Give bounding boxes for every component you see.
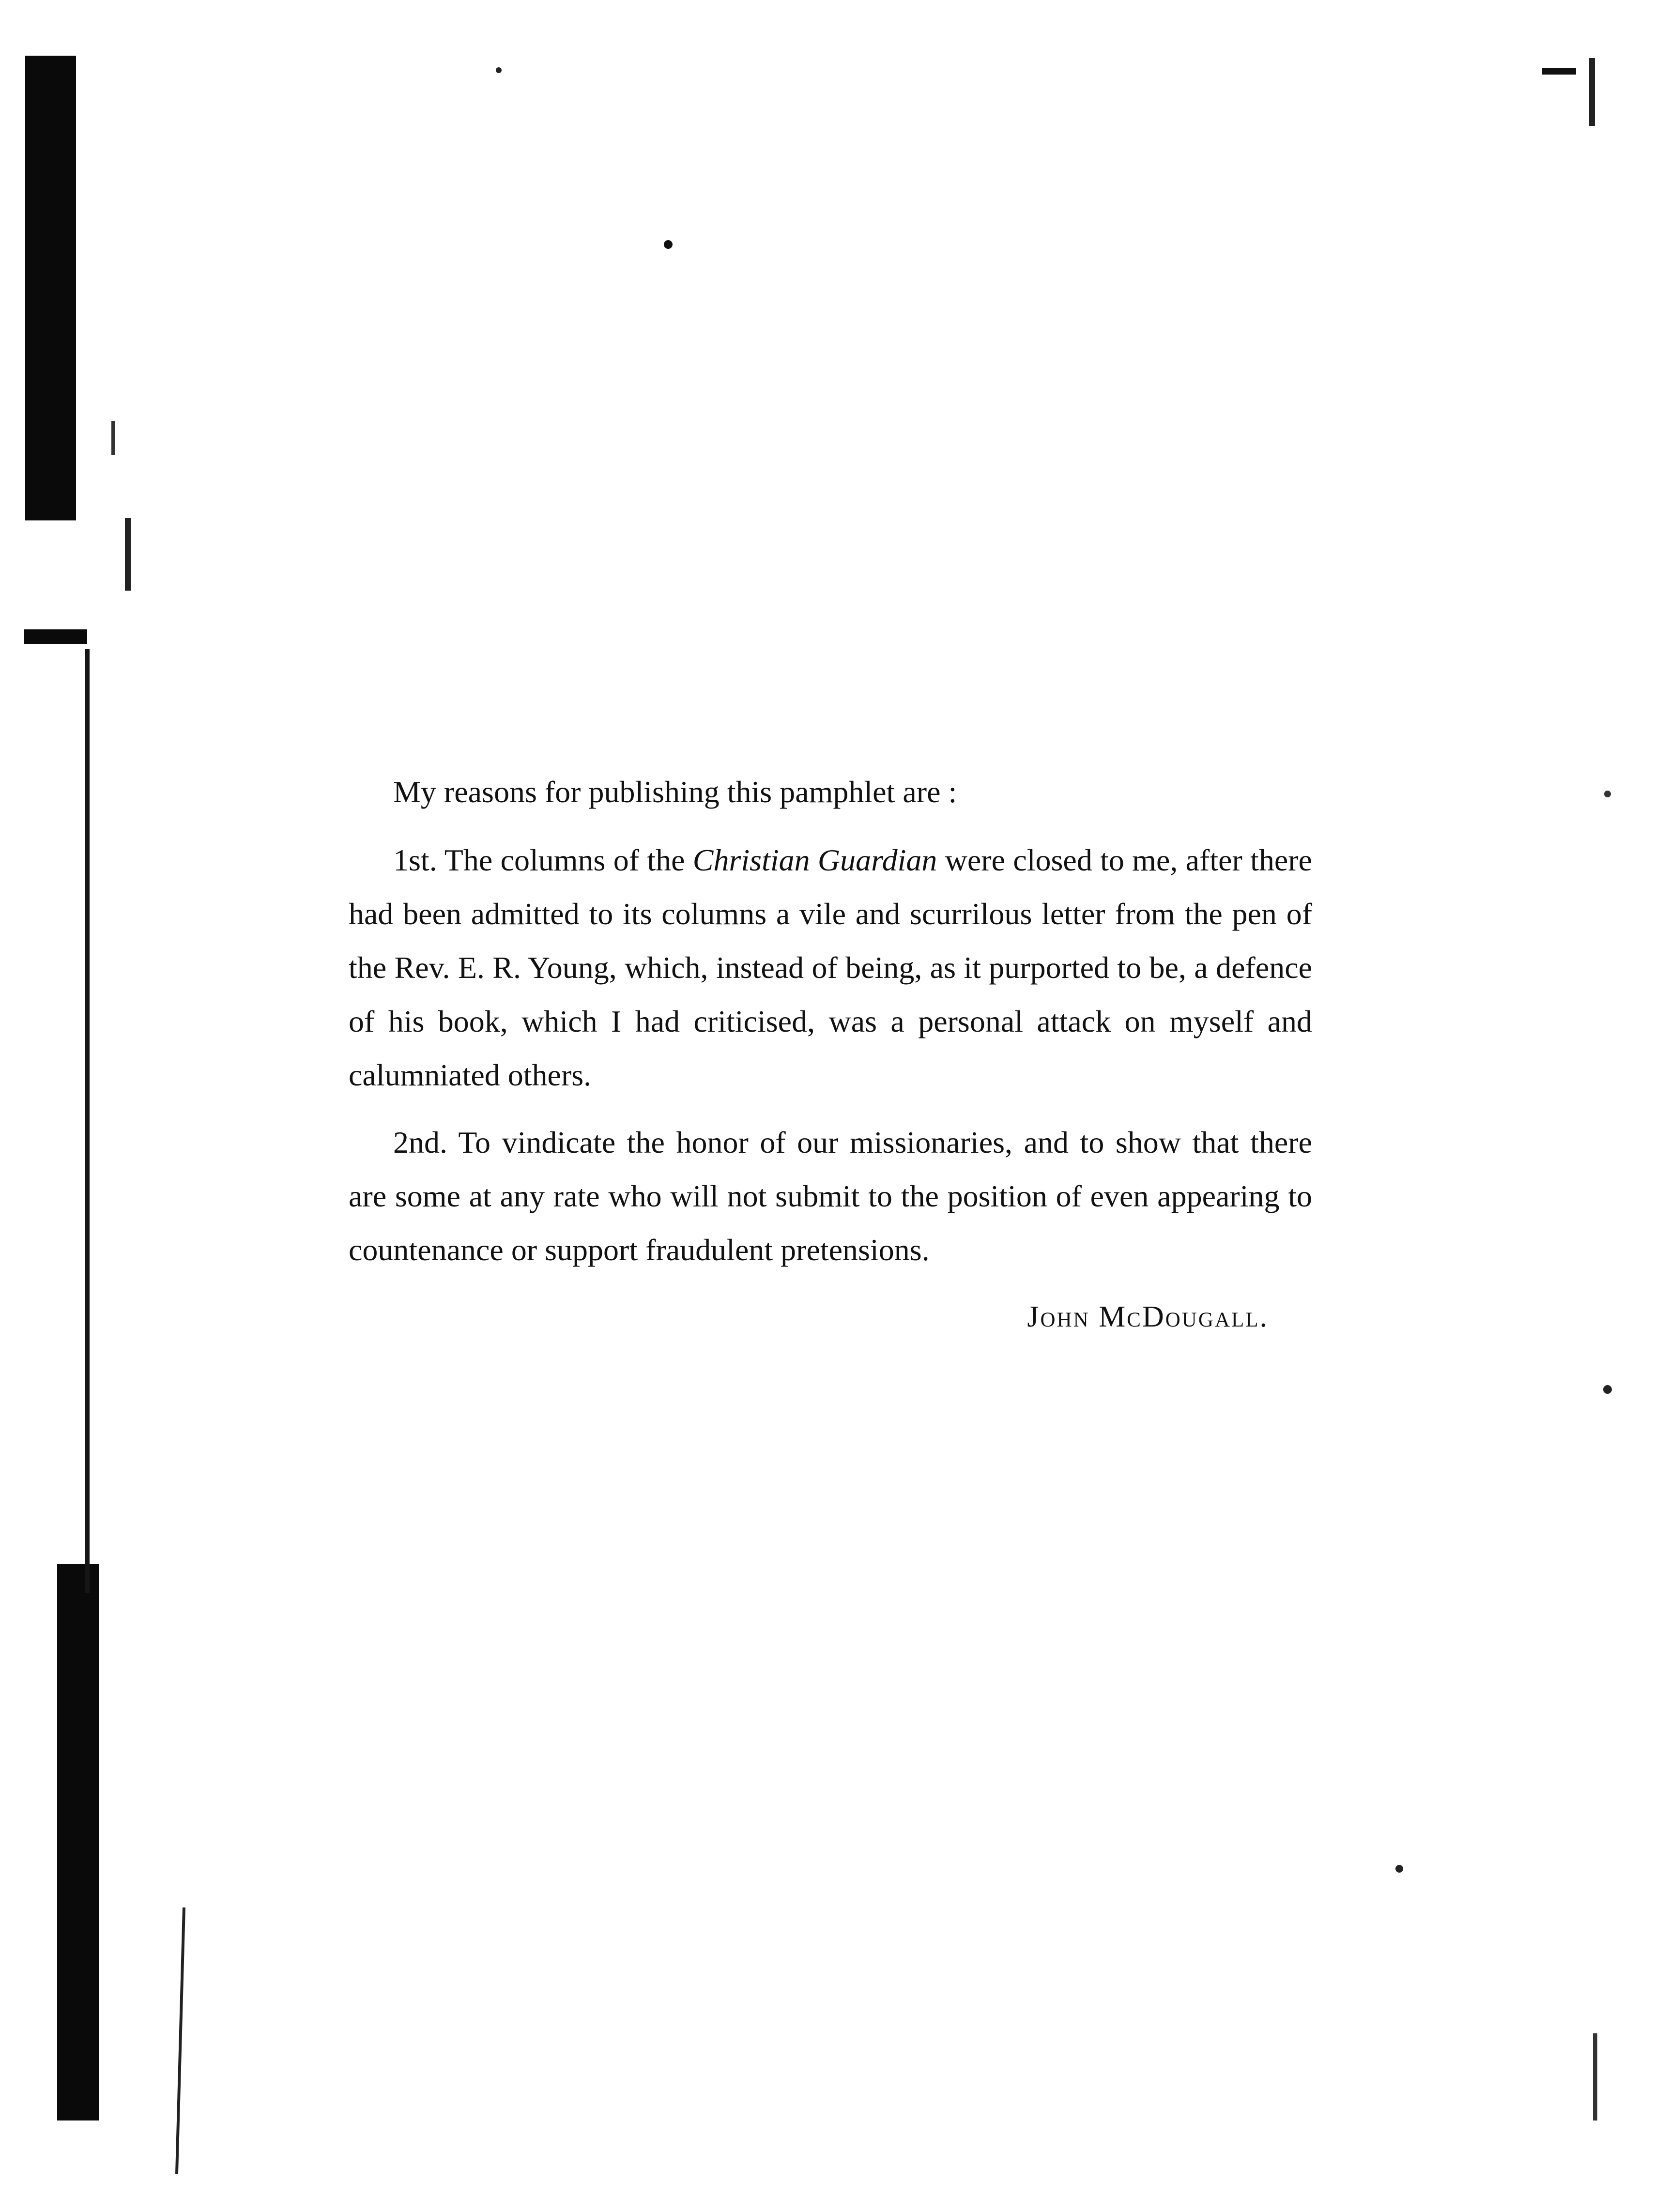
speckle — [1603, 1385, 1612, 1394]
reason-1-body-text: were closed to me, after there had been admitted to its columns a vile and scurrilous letter from the pen of the Rev. E. R. Young, which, instead of being, as it purported to be, a defence of his book, which I had criticised, was a personal attack on myself and calumniated others. — [349, 843, 1313, 1092]
binding-shadow-upper — [25, 56, 76, 520]
binding-line — [85, 649, 90, 1593]
intro-sentence: My reasons for publishing this pamphlet are : — [393, 775, 957, 809]
speckle — [1395, 1865, 1403, 1873]
newspaper-title: Christian Guardian — [692, 843, 937, 877]
reason-paragraph-2: 2nd. To vindicate the honor of our missionaries, and to show that there are some at any rate who will not submit to the position of even appearing to countenance or support fraudulent pretensions. — [349, 1125, 1312, 1267]
speckle — [1604, 791, 1611, 797]
pamphlet-text — [349, 765, 1312, 1374]
corner-mark-vertical — [1589, 58, 1595, 126]
binding-mark-mid — [125, 518, 131, 591]
corner-mark — [1542, 68, 1576, 75]
binding-tab — [24, 629, 87, 644]
corner-mark-bottom — [1593, 2033, 1597, 2120]
binding-shadow-lower — [57, 1564, 99, 2120]
binding-mark-small — [111, 421, 115, 455]
binding-stroke-bottom — [177, 1907, 184, 2174]
speckle — [664, 240, 673, 249]
reason-paragraph-1 — [349, 833, 1312, 1102]
speckle — [496, 67, 502, 73]
author-signature: John McDougall. — [1027, 1300, 1269, 1333]
reason-1-lead-text: 1st. The columns of the — [393, 843, 693, 877]
